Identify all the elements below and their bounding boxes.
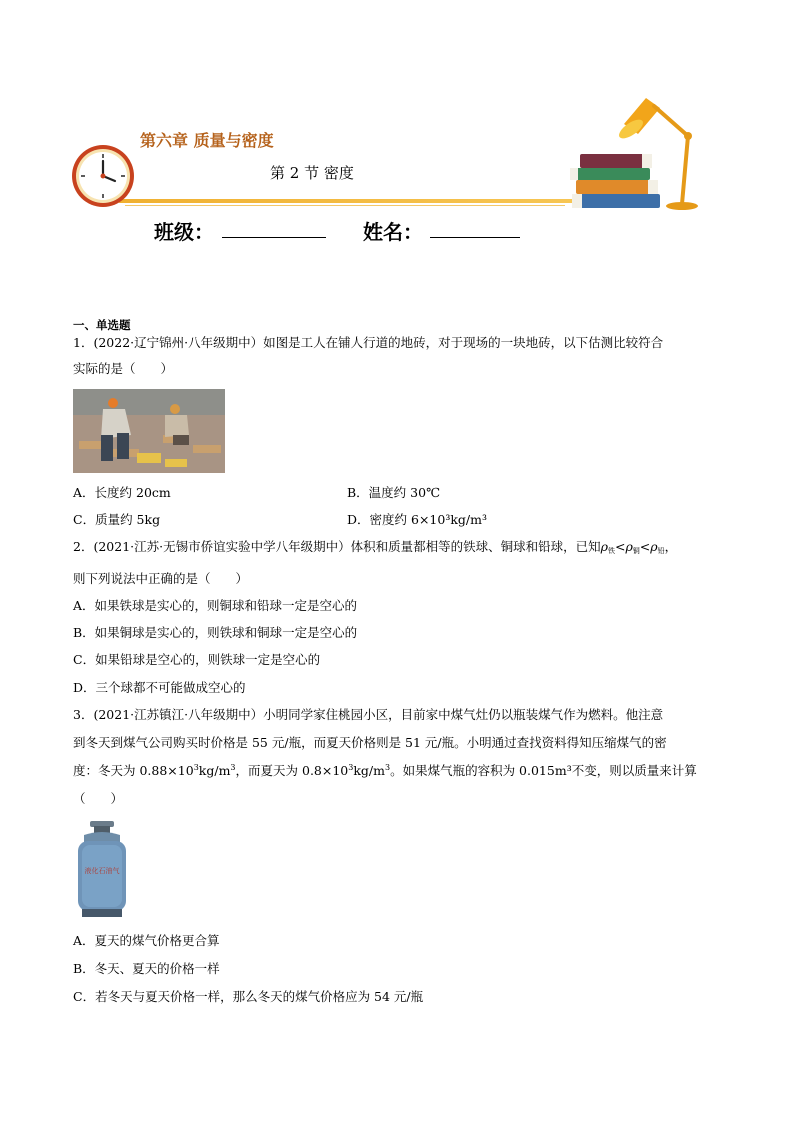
clock-icon bbox=[70, 143, 136, 209]
rho-iron: ρ bbox=[600, 539, 608, 554]
class-label: 班级： bbox=[154, 220, 214, 244]
sub-iron: 铁 bbox=[607, 547, 615, 555]
cylinder-label: 液化石油气 bbox=[84, 867, 120, 875]
name-blank-line[interactable] bbox=[430, 237, 520, 238]
q3-stem-line3 bbox=[73, 762, 697, 780]
q2-stem-line1 bbox=[73, 538, 677, 556]
q3-summer-unit-exp: 3 bbox=[384, 763, 391, 772]
q3-option-a[interactable]: A．夏天的煤气价格更合算 bbox=[73, 933, 220, 948]
class-blank-line[interactable] bbox=[222, 237, 326, 238]
section-title: 第 2 节 密度 bbox=[270, 164, 354, 182]
chapter-title: 第六章 质量与密度 bbox=[140, 131, 274, 150]
sub-copper: 铜 bbox=[632, 547, 640, 555]
desk-lamp-icon bbox=[616, 94, 706, 212]
rho-lead: ρ bbox=[650, 539, 658, 554]
q3-winter-density: 度：冬天为 0.88×10 bbox=[73, 763, 194, 778]
q2-stem-text: 2．(2021·江苏·无锡市侨谊实验中学八年级期中）体积和质量都相等的铁球、铜球和铅球，已知 bbox=[73, 539, 601, 554]
less-than-2: < bbox=[639, 539, 651, 554]
q1-option-b[interactable]: B．温度约 30℃ bbox=[347, 485, 441, 500]
q3-stem-line4: （ ） bbox=[73, 791, 124, 806]
q2-option-d[interactable]: D．三个球都不可能做成空心的 bbox=[73, 680, 246, 695]
workers-paving-photo bbox=[73, 389, 225, 473]
q2-option-c[interactable]: C．如果铅球是空心的，则铁球一定是空心的 bbox=[73, 652, 321, 667]
q2-option-b[interactable]: B．如果铜球是实心的，则铁球和铜球一定是空心的 bbox=[73, 625, 358, 640]
q2-option-a[interactable]: A．如果铁球是实心的，则铜球和铅球一定是空心的 bbox=[73, 598, 358, 613]
q3-option-b[interactable]: B．冬天、夏天的价格一样 bbox=[73, 961, 220, 976]
q3-option-c[interactable]: C．若冬天与夏天价格一样，那么冬天的煤气价格应为 54 元/瓶 bbox=[73, 989, 424, 1004]
q2-stem-end: ， bbox=[664, 539, 678, 554]
gas-cylinder-photo bbox=[76, 821, 128, 919]
less-than-1: < bbox=[614, 539, 626, 554]
header-divider bbox=[118, 199, 580, 203]
q3-stem-line2: 到冬天到煤气公司购买时价格是 55 元/瓶，而夏天价格则是 51 元/瓶。小明通过查找资料得知压缩煤气的密 bbox=[73, 735, 667, 750]
name-label: 姓名： bbox=[363, 220, 423, 244]
q1-option-c[interactable]: C．质量约 5kg bbox=[73, 512, 161, 527]
q3-summer-exp: 3 bbox=[348, 763, 354, 772]
header-divider-thin bbox=[125, 205, 565, 206]
q3-winter-exp: 3 bbox=[193, 763, 199, 772]
q3-winter-unit: kg/m bbox=[198, 763, 231, 778]
q2-stem-line2: 则下列说法中正确的是（ ） bbox=[73, 571, 249, 586]
section-heading: 一、单选题 bbox=[73, 318, 131, 332]
q1-stem-line1: 1．(2022·辽宁锦州·八年级期中）如图是工人在铺人行道的地砖，对于现场的一块地砖，以下估测比较符合 bbox=[73, 335, 664, 350]
q3-volume-text: 。如果煤气瓶的容积为 0.015m³不变，则以质量来计算 bbox=[390, 763, 697, 778]
q1-stem-line2: 实际的是（ ） bbox=[73, 361, 174, 376]
q1-option-d[interactable]: D．密度约 6×10³kg/m³ bbox=[347, 512, 487, 527]
q3-summer-density: ，而夏天为 0.8×10 bbox=[235, 763, 349, 778]
q3-summer-unit: kg/m bbox=[353, 763, 385, 778]
q3-winter-unit-exp: 3 bbox=[230, 763, 236, 772]
sub-lead: 铅 bbox=[657, 547, 665, 555]
q3-stem-line1: 3．(2021·江苏镇江·八年级期中）小明同学家住桃园小区，目前家中煤气灶仍以瓶装煤气作为燃料。他注意 bbox=[73, 707, 664, 722]
q1-option-a[interactable]: A．长度约 20cm bbox=[73, 485, 171, 500]
rho-copper: ρ bbox=[625, 539, 633, 554]
